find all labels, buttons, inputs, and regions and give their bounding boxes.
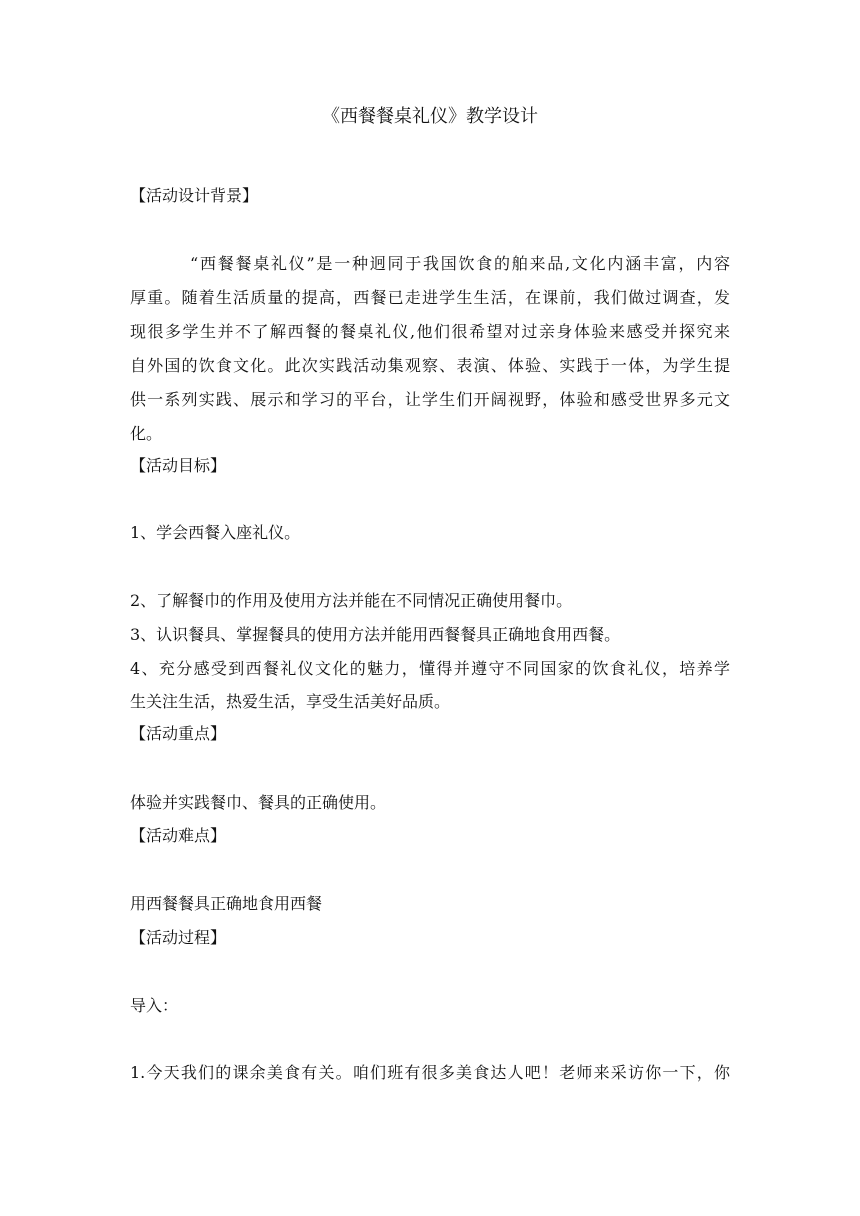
document-title: 《西餐餐桌礼仪》教学设计 [322, 106, 538, 127]
section-heading-difficulty: 【活动难点】 [130, 826, 227, 845]
paragraph-line: 供一系列实践、展示和学习的平台，让学生们开阔视野，体验和感受世界多元文 [130, 390, 730, 409]
section-heading-goals: 【活动目标】 [130, 456, 227, 475]
section-heading-process: 【活动过程】 [130, 928, 227, 947]
goal-item: 3、认识餐具、掌握餐具的使用方法并能用西餐餐具正确地食用西餐。 [130, 625, 621, 644]
paragraph-line: 厚重。随着生活质量的提高，西餐已走进学生生活，在课前，我们做过调查，发 [130, 288, 730, 307]
goal-item: 4、充分感受到西餐礼仪文化的魅力，懂得并遵守不同国家的饮食礼仪，培养学 [130, 659, 730, 678]
key-text: 体验并实践餐巾、餐具的正确使用。 [130, 793, 387, 812]
goal-item-continued: 生关注生活，热爱生活，享受生活美好品质。 [130, 692, 451, 711]
paragraph-line: “西餐餐桌礼仪”是一种迥同于我国饮食的舶来品,文化内涵丰富，内容 [190, 254, 730, 273]
goal-item: 1、学会西餐入座礼仪。 [130, 523, 301, 542]
intro-item: 1.今天我们的课余美食有关。咱们班有很多美食达人吧！老师来采访你一下，你 [130, 1063, 730, 1082]
section-heading-key: 【活动重点】 [130, 724, 227, 743]
difficulty-text: 用西餐餐具正确地食用西餐 [130, 894, 323, 913]
goal-item: 2、了解餐巾的作用及使用方法并能在不同情况正确使用餐巾。 [130, 591, 573, 610]
section-heading-background: 【活动设计背景】 [130, 186, 259, 205]
paragraph-line: 现很多学生并不了解西餐的餐桌礼仪,他们很希望对过亲身体验来感受并探究来 [130, 322, 730, 341]
paragraph-line: 自外国的饮食文化。此次实践活动集观察、表演、体验、实践于一体，为学生提 [130, 356, 730, 375]
intro-label: 导入： [130, 996, 179, 1015]
paragraph-line: 化。 [130, 424, 163, 443]
